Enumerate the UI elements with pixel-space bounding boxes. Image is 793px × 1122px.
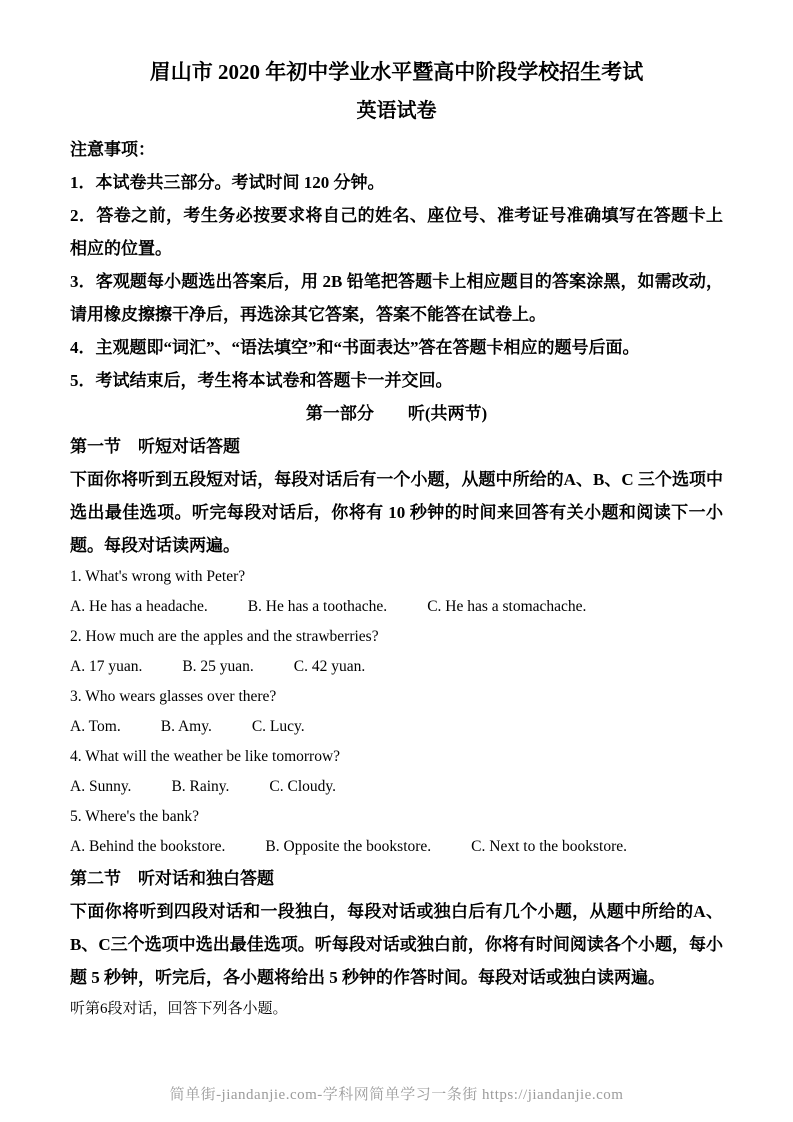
question-2 (70, 622, 723, 682)
paper-title: 眉山市 2020 年初中学业水平暨高中阶段学校招生考试 (149, 60, 644, 84)
question-5 (70, 802, 723, 862)
notice-item-5: 5．考试结束后，考生将本试卷和答题卡一并交回。 (70, 371, 453, 391)
question-3-text: 3. Who wears glasses over there? (70, 688, 277, 706)
question-3-options (70, 712, 723, 742)
notice-header: 注意事项： (70, 140, 155, 160)
question-2-options (70, 652, 723, 682)
notice-item-4: 4．主观题即“词汇”、“语法填空”和“书面表达”答在答题卡相应的题号后面。 (70, 338, 640, 358)
question-3 (70, 682, 723, 742)
paper-subtitle: 英语试卷 (356, 100, 437, 123)
question-4 (70, 742, 723, 802)
question-4-text: 4. What will the weather be like tomorrow? (70, 748, 341, 766)
notice-item-2: 2．答卷之前，考生务必按要求将自己的姓名、座位号、准考证号准确填写在答题卡上相应的位置。 (70, 206, 723, 259)
question-5-option-c: C. Next to the bookstore. (471, 838, 628, 856)
question-5-option-b: B. Opposite the bookstore. (265, 838, 432, 856)
question-3-option-c: C. Lucy. (251, 718, 305, 736)
section1-instructions: 下面你将听到五段短对话，每段对话后有一个小题，从题中所给的A、B、C 三个选项中选出最佳选项。听完每段对话后，你将有 10 秒钟的时间来回答有关小题和阅读下一小题。每段对话读两遍。 (70, 470, 723, 556)
question-2-option-a: A. 17 yuan. (70, 658, 143, 676)
section2-title: 第二节 听对话和独白答题 (70, 869, 274, 889)
part1-header: 第一部分 听(共两节) (305, 404, 488, 424)
notice-item-3: 3．客观题每小题选出答案后，用 2B 铅笔把答题卡上相应题目的答案涂黑，如需改动，请用橡皮擦擦干净后，再选涂其它答案，答案不能答在试卷上。 (70, 272, 723, 325)
question-1-option-c: C. He has a stomachache. (427, 598, 587, 616)
question-1 (70, 562, 723, 622)
question-5-option-a: A. Behind the bookstore. (70, 838, 226, 856)
question-2-text: 2. How much are the apples and the strawberries? (70, 628, 379, 646)
question-2-option-c: C. 42 yuan. (293, 658, 366, 676)
question-5-text: 5. Where's the bank? (70, 808, 200, 826)
section1-title: 第一节 听短对话答题 (70, 437, 240, 457)
question-1-text: 1. What's wrong with Peter? (70, 568, 246, 586)
section2-note: 听第6段对话，回答下列各小题。 (70, 1001, 288, 1018)
section2-instructions: 下面你将听到四段对话和一段独白，每段对话或独白后有几个小题，从题中所给的A、B、C三个选项中选出最佳选项。听每段对话或独白前，你将有时间阅读各个小题，每小题 5 秒钟，听完后，各小题将给出 5 秒钟的作答时间。每段对话或独白读两遍。 (70, 902, 723, 988)
question-4-option-c: C. Cloudy. (269, 778, 337, 796)
question-2-option-b: B. 25 yuan. (182, 658, 254, 676)
question-4-option-a: A. Sunny. (70, 778, 132, 796)
question-3-option-b: B. Amy. (160, 718, 212, 736)
question-4-options (70, 772, 723, 802)
question-5-options (70, 832, 723, 862)
notice-item-1: 1．本试卷共三部分。考试时间 120 分钟。 (70, 173, 385, 193)
question-1-option-a: A. He has a headache. (70, 598, 208, 616)
question-1-options (70, 592, 723, 622)
question-3-option-a: A. Tom. (70, 718, 121, 736)
question-4-option-b: B. Rainy. (171, 778, 230, 796)
page-footer-watermark: 简单街-jiandanjie.com-学科网简单学习一条街 https://jiandanjie.com (169, 1087, 624, 1103)
question-1-option-b: B. He has a toothache. (247, 598, 388, 616)
